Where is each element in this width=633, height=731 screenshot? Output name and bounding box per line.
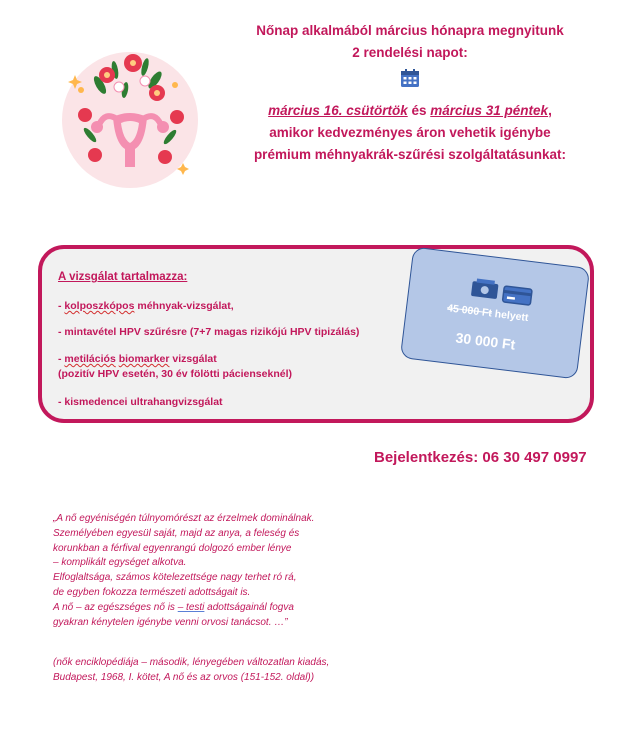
offer-box xyxy=(38,245,594,423)
quote-line: de egyben fokozza természeti adottságait is. xyxy=(53,586,251,598)
offer-item-term: biomarker xyxy=(118,353,170,365)
quote-fragment: – testi xyxy=(177,601,205,613)
quote xyxy=(53,512,373,630)
quote-line: – komplikált egységet alkotva. xyxy=(53,557,187,569)
offer-item xyxy=(58,352,217,366)
uterus-flowers-illustration xyxy=(55,45,205,195)
old-price-suffix: helyett xyxy=(491,307,530,325)
offer-item-term: metilációs xyxy=(64,353,116,365)
quote-fragment: A nő – az egészséges nő is xyxy=(53,601,178,613)
offer-item-prefix: - xyxy=(58,353,65,365)
source-line: (nők enciklopédiája – második, lényegében változatlan kiadás, xyxy=(53,657,330,668)
quote-line: gyakran kénytelen igénybe venni orvosi tanácsot. …” xyxy=(53,616,288,628)
headline-line4: amikor kedvezményes áron vehetik igénybe xyxy=(269,125,551,140)
offer-item-term: kolposzkópos xyxy=(64,300,135,312)
date-connector: és xyxy=(407,103,431,118)
offer-item: - kismedencei ultrahangvizsgálat xyxy=(58,396,223,408)
offer-item-rest: vizsgálat xyxy=(169,353,217,365)
quote-source xyxy=(53,656,373,686)
quote-line: Elfoglaltsága, számos kötelezettsége nagy terhet ró rá, xyxy=(53,572,297,584)
quote-line: korunkban a férfival egyenrangú dolgozó ember lénye xyxy=(53,542,292,554)
offer-item-prefix: - xyxy=(58,300,65,312)
quote-line xyxy=(53,601,373,616)
new-price: 30 000 Ft xyxy=(454,329,517,353)
old-price: 45 000 Ft xyxy=(446,302,493,320)
headline-line2: 2 rendelési napot: xyxy=(352,45,468,60)
quote-line: „A nő egyéniségén túlnyomórészt az érzelmek dominálnak. xyxy=(53,513,315,524)
headline xyxy=(225,20,595,166)
headline-dates xyxy=(225,100,595,122)
date-comma: , xyxy=(548,103,552,118)
offer-item: - mintavétel HPV szűrésre (7+7 magas rizikójú HPV tipizálás) xyxy=(58,326,360,338)
offer-title: A vizsgálat tartalmazza: xyxy=(58,271,188,283)
price-card xyxy=(400,247,590,380)
headline-line1: Nőnap alkalmából március hónapra megnyitunk xyxy=(256,23,564,38)
money-card-icon xyxy=(468,277,534,309)
headline-line5: prémium méhnyakrák-szűrési szolgáltatásunkat: xyxy=(253,147,567,162)
booking-phone: Bejelentkezés: 06 30 497 0997 xyxy=(374,449,587,466)
quote-line: Személyében egyesül saját, majd az anya, a feleség és xyxy=(53,527,300,539)
calendar-icon xyxy=(400,68,420,88)
source-line: Budapest, 1968, I. kötet, A nő és az orvos (151-152. oldal)) xyxy=(53,671,315,683)
quote-fragment: adottságainál fogva xyxy=(204,601,294,613)
date-first: március 16. csütörtök xyxy=(268,103,408,118)
offer-item-rest: méhnyak-vizsgálat, xyxy=(134,300,234,312)
offer-item-note: (pozitív HPV esetén, 30 év fölötti pácienseknél) xyxy=(58,368,292,380)
date-second: március 31 péntek xyxy=(430,103,549,118)
offer-item xyxy=(58,299,234,313)
